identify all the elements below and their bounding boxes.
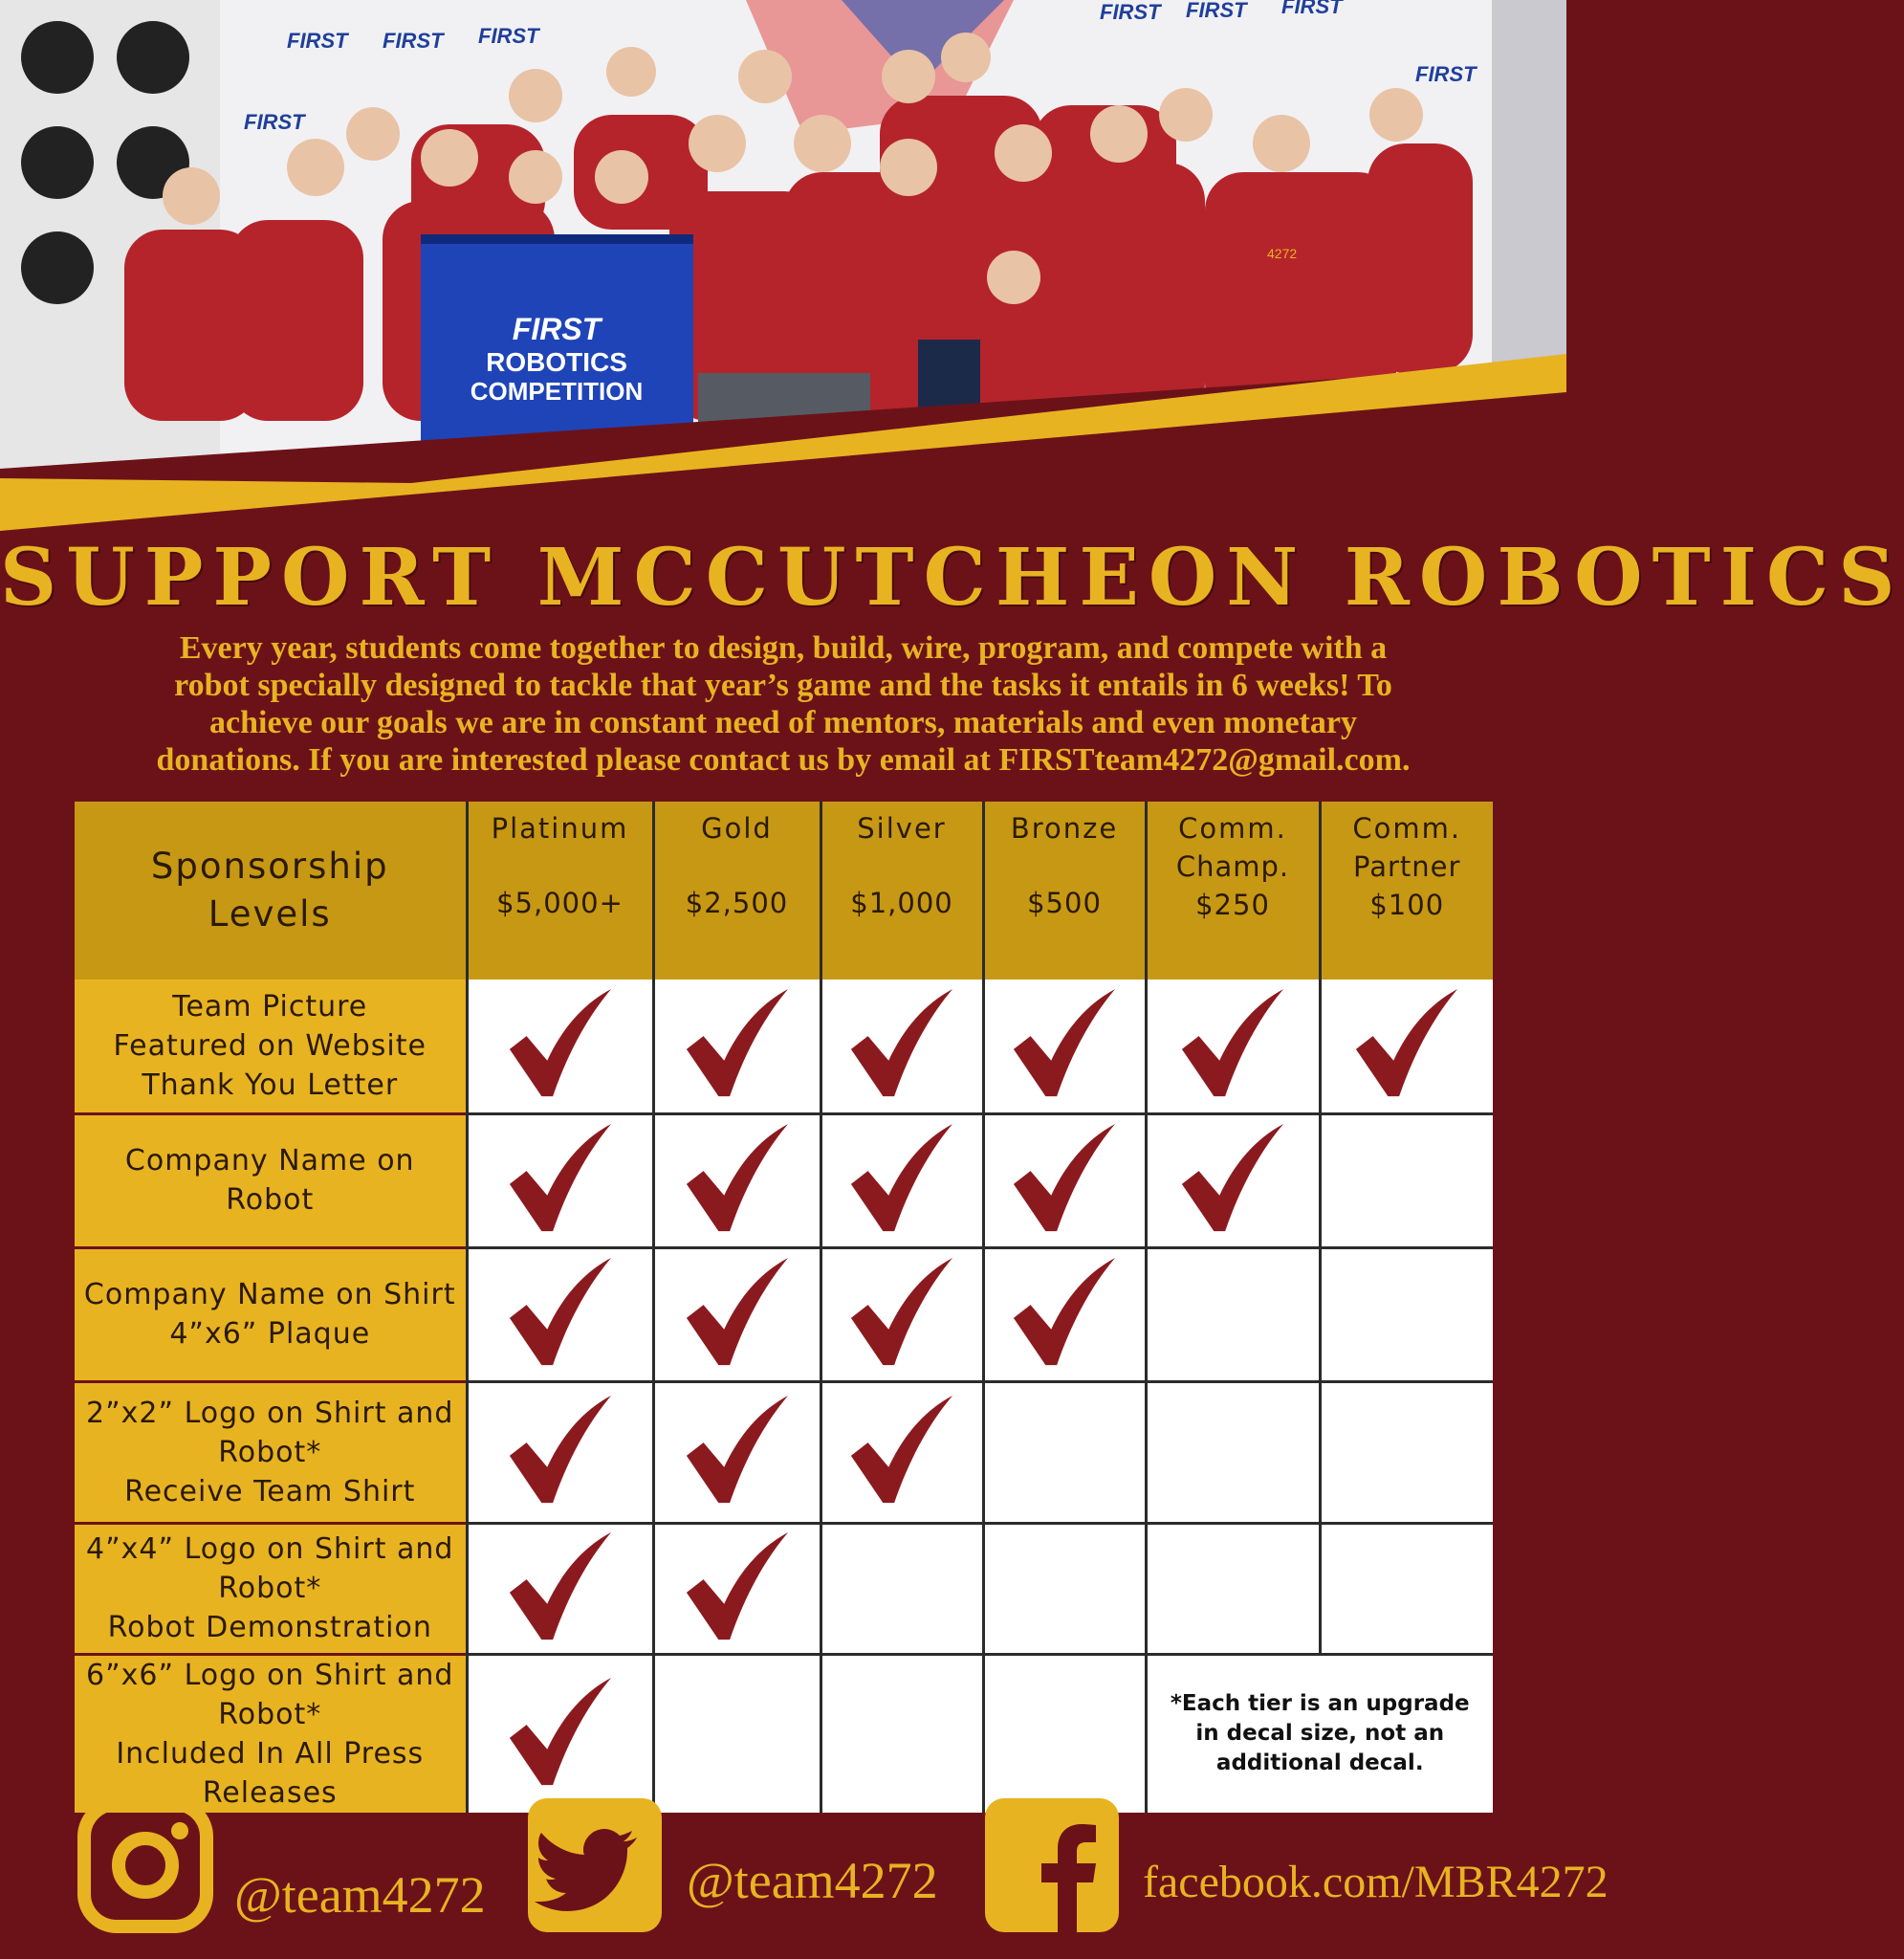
tier-cell — [983, 1523, 1146, 1654]
banner-line2: COMPETITION — [470, 377, 644, 406]
benefit-row — [75, 1654, 1493, 1813]
tier-cell — [653, 1523, 821, 1654]
benefit-label-line: Featured on Website — [113, 1028, 427, 1063]
benefit-label — [75, 1113, 467, 1247]
banner-brand: FIRST — [512, 312, 602, 346]
checkmark-icon — [845, 987, 958, 1100]
footnote-line: in decal size, not an — [1195, 1721, 1445, 1746]
benefit-label-line: Receive Team Shirt — [124, 1474, 416, 1508]
team-photo — [0, 0, 1566, 536]
tier-cell — [1320, 980, 1493, 1113]
page-title: SUPPORT MCCUTCHEON ROBOTICS — [0, 532, 1904, 624]
tier-cell — [983, 1247, 1146, 1381]
checkmark-icon — [681, 1394, 794, 1507]
tier-cell — [1320, 1381, 1493, 1523]
benefit-row — [75, 1247, 1493, 1381]
checkmark-icon — [681, 987, 794, 1100]
intro-line: Every year, students come together to design, build, wire, program, and compete with a — [179, 630, 1388, 666]
benefit-label — [75, 1523, 467, 1654]
checkmark-icon — [845, 1122, 958, 1235]
checkmark-icon — [504, 1676, 617, 1789]
tier-name: Comm. — [1178, 812, 1287, 845]
facebook-icon[interactable] — [985, 1798, 1119, 1932]
tier-amount: $1,000 — [850, 887, 953, 919]
checkmark-icon — [1176, 987, 1289, 1100]
benefit-label-line: Robot* — [218, 1697, 322, 1731]
backdrop-logo: FIRST — [1100, 0, 1161, 24]
tier-amount: $100 — [1369, 889, 1445, 921]
facebook-url[interactable]: facebook.com/MBR4272 — [1143, 1857, 1609, 1907]
benefit-label-line: 4”x6” Plaque — [169, 1317, 371, 1351]
backdrop-logo: FIRST — [244, 110, 305, 134]
intro-line: robot specially designed to tackle that year’s game and the tasks it entails in 6 weeks! To — [174, 668, 1392, 703]
sponsorship-table — [75, 802, 1493, 1813]
shirt-number: 4272 — [1267, 246, 1298, 261]
benefit-label-line: 4”x4” Logo on Shirt and — [86, 1532, 454, 1566]
checkmark-icon — [681, 1122, 794, 1235]
tier-cell — [467, 1654, 653, 1813]
tier-cell — [983, 980, 1146, 1113]
tier-cell — [983, 1381, 1146, 1523]
checkmark-icon — [681, 1530, 794, 1643]
tier-cell — [653, 1654, 821, 1813]
tier-cell — [653, 980, 821, 1113]
tier-name-2: Champ. — [1175, 850, 1290, 883]
twitter-icon[interactable] — [528, 1798, 662, 1932]
checkmark-icon — [504, 1122, 617, 1235]
benefit-label-line: Robot — [226, 1183, 315, 1217]
benefit-label-line: Robot* — [218, 1572, 322, 1605]
benefit-label-line: Company Name on — [124, 1144, 415, 1178]
instagram-handle[interactable]: @team4272 — [234, 1866, 486, 1924]
benefit-label-line: Company Name on Shirt — [83, 1278, 456, 1311]
checkmark-icon — [1008, 1122, 1121, 1235]
intro-line: donations. If you are interested please contact us by email at FIRSTteam4272@gmail.com. — [156, 742, 1411, 778]
checkmark-icon — [1008, 1256, 1121, 1369]
tier-name: Bronze — [1010, 812, 1119, 845]
benefit-label-line: Robot* — [218, 1435, 322, 1469]
checkmark-icon — [504, 1530, 617, 1643]
backdrop-logo: FIRST — [1186, 0, 1247, 22]
tier-cell — [1320, 1113, 1493, 1247]
backdrop-logo: FIRST — [478, 24, 539, 48]
tier-cell — [1146, 1381, 1320, 1523]
backdrop-logo: FIRST — [1281, 0, 1343, 18]
backdrop-logo: FIRST — [383, 29, 444, 53]
tier-cell — [1320, 1523, 1493, 1654]
footnote — [1146, 1654, 1493, 1813]
tier-amount: $250 — [1195, 889, 1270, 921]
tier-cell — [821, 1113, 983, 1247]
tier-cell — [821, 1247, 983, 1381]
tier-header-row — [75, 802, 1493, 980]
benefit-label-line: Robot Demonstration — [107, 1611, 432, 1644]
intro-line: achieve our goals we are in constant need of mentors, materials and even monetary — [209, 705, 1357, 740]
checkmark-icon — [1008, 987, 1121, 1100]
tier-cell — [467, 1247, 653, 1381]
checkmark-icon — [1176, 1122, 1289, 1235]
benefit-row — [75, 1381, 1493, 1523]
tier-cell — [1146, 1523, 1320, 1654]
checkmark-icon — [504, 1394, 617, 1507]
social-footer — [0, 1798, 1609, 1959]
tier-cell — [467, 980, 653, 1113]
tier-amount: $5,000+ — [496, 887, 624, 919]
tier-header-5 — [1146, 802, 1320, 980]
corner-line: Sponsorship — [150, 846, 389, 887]
tier-name: Silver — [857, 812, 947, 845]
tier-name: Comm. — [1352, 812, 1462, 845]
tier-cell — [821, 1654, 983, 1813]
checkmark-icon — [504, 1256, 617, 1369]
tier-name: Gold — [701, 812, 773, 845]
benefit-label — [75, 1654, 467, 1813]
tier-header-6 — [1320, 802, 1493, 980]
tier-name: Platinum — [491, 812, 629, 845]
tier-amount: $500 — [1027, 887, 1102, 919]
tier-header-4 — [983, 802, 1146, 980]
tier-header-2 — [653, 802, 821, 980]
benefit-label-line: Releases — [202, 1775, 338, 1810]
tier-cell — [983, 1113, 1146, 1247]
tier-cell — [467, 1523, 653, 1654]
twitter-handle[interactable]: @team4272 — [687, 1852, 938, 1909]
backdrop-logo: FIRST — [287, 29, 348, 53]
tier-cell — [821, 1381, 983, 1523]
benefit-label-line: 6”x6” Logo on Shirt and — [86, 1658, 454, 1692]
benefit-label-line: Thank You Letter — [142, 1068, 399, 1102]
tier-cell — [1146, 1113, 1320, 1247]
sponsorship-levels-heading — [75, 802, 467, 980]
checkmark-icon — [504, 987, 617, 1100]
tier-amount: $2,500 — [685, 887, 789, 919]
footnote-line: *Each tier is an upgrade — [1170, 1691, 1470, 1716]
instagram-icon[interactable] — [78, 1798, 212, 1932]
benefit-row — [75, 1113, 1493, 1247]
tier-cell — [653, 1113, 821, 1247]
tier-cell — [1146, 980, 1320, 1113]
tier-name-2: Partner — [1353, 850, 1461, 883]
tier-cell — [821, 1523, 983, 1654]
tier-cell — [467, 1113, 653, 1247]
backdrop-logo: FIRST — [1415, 62, 1477, 86]
banner-line1: ROBOTICS — [486, 347, 627, 377]
benefit-row — [75, 980, 1493, 1113]
benefit-label-line: Team Picture — [172, 989, 368, 1024]
benefit-label-line: Included In All Press — [116, 1736, 425, 1771]
benefit-label — [75, 1381, 467, 1523]
tier-cell — [467, 1381, 653, 1523]
tier-cell — [653, 1381, 821, 1523]
checkmark-icon — [1350, 987, 1463, 1100]
intro-paragraph — [96, 629, 1471, 779]
benefit-label — [75, 980, 467, 1113]
tier-cell — [1320, 1247, 1493, 1381]
checkmark-icon — [681, 1256, 794, 1369]
benefit-label — [75, 1247, 467, 1381]
tier-cell — [1146, 1247, 1320, 1381]
benefit-row — [75, 1523, 1493, 1654]
tier-cell — [653, 1247, 821, 1381]
tier-header-3 — [821, 802, 983, 980]
corner-line: Levels — [208, 893, 332, 935]
checkmark-icon — [845, 1256, 958, 1369]
footnote-line: additional decal. — [1215, 1750, 1424, 1775]
tier-cell — [983, 1654, 1146, 1813]
tier-cell — [821, 980, 983, 1113]
checkmark-icon — [845, 1394, 958, 1507]
tier-header-1 — [467, 802, 653, 980]
benefit-label-line: 2”x2” Logo on Shirt and — [86, 1396, 454, 1430]
